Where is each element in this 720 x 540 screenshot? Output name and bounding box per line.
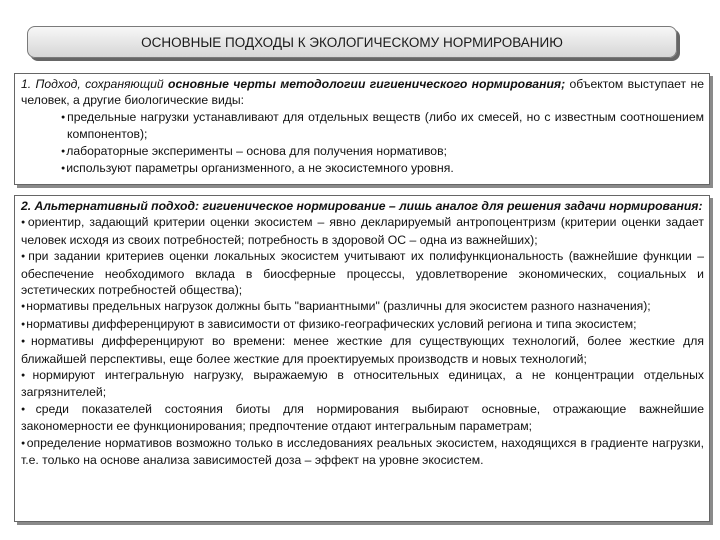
- list-item: [61, 143, 704, 160]
- approach-1-lead-rest: объектом выступает не человек, а другие биологические виды:: [21, 77, 704, 108]
- list-item-text: нормативы предельных нагрузок должны быть "вариантными" (различны для экосистем разного назначения);: [26, 299, 651, 314]
- list-item: [21, 298, 704, 315]
- approach-2-heading: 2. Альтернативный подход: гигиеническое нормирование – лишь аналог для решения задачи нормирования:: [21, 199, 703, 213]
- list-item-text: определение нормативов возможно только в исследованиях реальных экосистем, находящихся в градиенте нагрузки, т.е. только на основе анализа зависимостей доза – эффект на уровне экосистем.: [21, 435, 704, 468]
- list-item-text: лабораторные эксперименты – основа для получения нормативов;: [66, 143, 447, 158]
- list-item-text: при задании критериев оценки локальных экосистем учитывают их полифункциональность (важнейшие функции – обеспечение необходимого вклада в биосферные процессы, удовлетворение экономических, социальных и эстетических потребностей общества);: [21, 249, 705, 298]
- approach-1-lead: 1. Подход, сохраняющий: [21, 77, 169, 91]
- bullet-icon: [21, 215, 28, 229]
- list-item-text: среди показателей состояния биоты для нормирования выбирают основные, отражающие важнейшие закономерности ее функционирования; предпочтение отдают интегральным параметрам;: [21, 401, 704, 434]
- list-item-text: предельные нагрузки устанавливают для отдельных веществ (либо их смесей, но с известным соотношением компонентов);: [67, 109, 704, 142]
- bullet-icon: [21, 402, 36, 416]
- list-item-text: нормируют интегральную нагрузку, выражаемую в относительных единицах, а не концентрации отдельных загрязнителей;: [21, 368, 704, 400]
- list-item-text: ориентир, задающий критерии оценки экосистем – явно декларируемый антропоцентризм (критерии оценки задает человек исходя из своих потребностей; потребность в здоровой ОС – одна из важнейших);: [21, 215, 704, 247]
- list-item: [61, 160, 704, 177]
- approach-2-list: [21, 214, 704, 468]
- bullet-icon: [21, 334, 31, 348]
- list-item: [21, 333, 704, 367]
- list-item: [61, 109, 704, 143]
- list-item: [21, 248, 704, 298]
- list-item: [21, 435, 704, 469]
- list-item: [21, 367, 704, 401]
- slide-title-text: ОСНОВНЫЕ ПОДХОДЫ К ЭКОЛОГИЧЕСКОМУ НОРМИРОВАНИЮ: [141, 34, 563, 50]
- list-item-text: нормативы дифференцируют в зависимости от физико-географических условий региона и типа экосистем;: [26, 316, 637, 331]
- approach-1-lead-bold: основные черты методологии гигиенического нормирования;: [168, 77, 566, 91]
- approach-1-list: [21, 109, 704, 178]
- approach-1-box: [14, 73, 710, 185]
- approach-2-box: [14, 195, 710, 522]
- list-item-text: используют параметры организменного, а не экосистемного уровня.: [66, 161, 454, 176]
- bullet-icon: [21, 368, 33, 382]
- list-item-text: нормативы дифференцируют во времени: менее жесткие для существующих технологий, более жесткие для ближайшей перспективы, еще более жесткие для проектируемых производств и новых технологий;: [21, 334, 704, 366]
- approach-1-intro: [21, 76, 704, 109]
- slide-title: [27, 26, 677, 58]
- list-item: [21, 316, 704, 333]
- list-item: [21, 401, 704, 435]
- list-item: [21, 214, 704, 248]
